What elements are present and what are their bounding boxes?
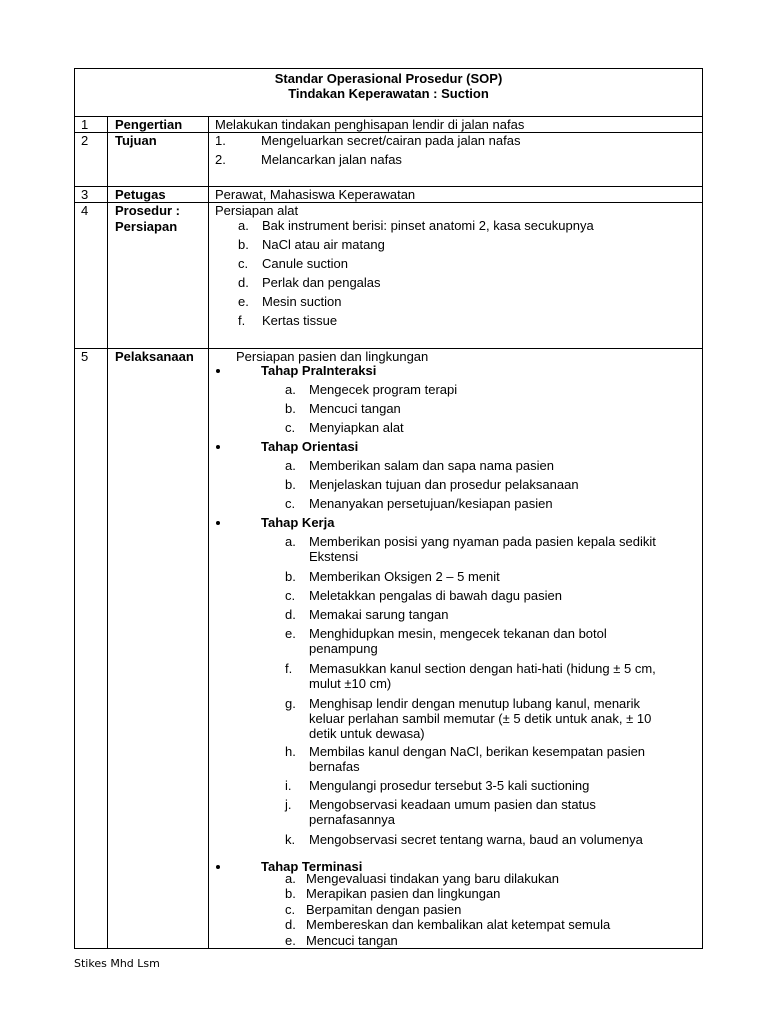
list-item: Canule suction [262, 256, 348, 271]
row-label: Pelaksanaan [115, 349, 194, 364]
list-marker: d. [285, 607, 296, 622]
list-marker: g. [285, 696, 296, 711]
list-marker: b. [285, 569, 296, 584]
bullet-icon [216, 865, 220, 869]
list-item: Menghisap lendir dengan menutup lubang kanul, menarik [309, 696, 640, 711]
list-marker: a. [238, 218, 249, 233]
list-item: Membereskan dan kembalikan alat ketempat semula [306, 917, 611, 932]
list-item: mulut ±10 cm) [309, 676, 392, 691]
list-marker: f. [285, 661, 293, 676]
list-marker: i. [285, 778, 292, 793]
stage-heading: Tahap Kerja [261, 515, 335, 530]
list-item: Memasukkan kanul section dengan hati-hati (hidung ± 5 cm, [309, 661, 656, 676]
list-item: penampung [309, 641, 378, 656]
list-item: Memberikan salam dan sapa nama pasien [309, 458, 554, 473]
list-marker: e. [285, 626, 296, 641]
list-item: Mesin suction [262, 294, 342, 309]
row-content: Melakukan tindakan penghisapan lendir di jalan nafas [215, 117, 525, 132]
list-marker: d. [238, 275, 249, 290]
document-title: Standar Operasional Prosedur (SOP) [274, 71, 503, 86]
list-marker: a. [285, 382, 296, 397]
list-marker: e. [285, 933, 296, 948]
list-item: Melancarkan jalan nafas [261, 152, 402, 167]
list-item: pernafasannya [309, 812, 396, 827]
footer-text: Stikes Mhd Lsm [74, 957, 160, 970]
document-subtitle: Tindakan Keperawatan : Suction [288, 86, 489, 101]
list-marker: k. [285, 832, 296, 847]
section-heading: Persiapan alat [215, 203, 299, 218]
list-marker: f. [238, 313, 246, 328]
list-marker: a. [285, 534, 296, 549]
list-item: Mengecek program terapi [309, 382, 458, 397]
section-heading: Persiapan pasien dan lingkungan [236, 349, 429, 364]
list-item: Mengulangi prosedur tersebut 3-5 kali suctioning [309, 778, 590, 793]
list-marker: c. [285, 588, 296, 603]
stage-heading: Tahap Terminasi [261, 859, 363, 874]
list-marker: e. [238, 294, 249, 309]
list-item: Mengobservasi keadaan umum pasien dan status [309, 797, 596, 812]
row-content: Perawat, Mahasiswa Keperawatan [215, 187, 416, 202]
row-label: Tujuan [115, 133, 157, 148]
list-item: Meletakkan pengalas di bawah dagu pasien [309, 588, 562, 603]
row-label: Prosedur : [115, 203, 181, 218]
list-marker: a. [285, 458, 296, 473]
list-marker: b. [238, 237, 249, 252]
row-label: Persiapan [115, 219, 178, 234]
list-item: Bak instrument berisi: pinset anatomi 2, kasa secukupnya [262, 218, 594, 233]
list-item: Membilas kanul dengan NaCl, berikan kesempatan pasien [309, 744, 646, 759]
list-item: NaCl atau air matang [262, 237, 385, 252]
list-item: bernafas [309, 759, 360, 774]
list-item: Menanyakan persetujuan/kesiapan pasien [309, 496, 553, 511]
row-label: Petugas [115, 187, 166, 202]
stage-heading: Tahap PraInteraksi [261, 363, 377, 378]
list-item: Mengobservasi secret tentang warna, baud an volumenya [309, 832, 643, 847]
list-item: Memberikan posisi yang nyaman pada pasien kepala sedikit [309, 534, 656, 549]
row-number: 4 [81, 203, 89, 218]
list-marker: 1. [215, 133, 226, 148]
list-item: Mencuci tangan [309, 401, 401, 416]
stage-heading: Tahap Orientasi [261, 439, 359, 454]
list-marker: d. [285, 917, 296, 932]
list-marker: c. [238, 256, 249, 271]
row-number: 3 [81, 187, 89, 202]
column-divider [208, 116, 209, 948]
list-marker: b. [285, 401, 296, 416]
bullet-icon [216, 369, 220, 373]
row-number: 1 [81, 117, 89, 132]
sop-table [74, 68, 703, 949]
row-number: 2 [81, 133, 89, 148]
list-item: Menghidupkan mesin, mengecek tekanan dan botol [309, 626, 607, 641]
list-marker: c. [285, 496, 296, 511]
list-item: Mengevaluasi tindakan yang baru dilakukan [306, 871, 559, 886]
list-item: Ekstensi [309, 549, 359, 564]
list-item: Mencuci tangan [306, 933, 398, 948]
list-marker: j. [285, 797, 292, 812]
bullet-icon [216, 521, 220, 525]
list-item: Perlak dan pengalas [262, 275, 381, 290]
list-marker: c. [285, 902, 296, 917]
list-item: Berpamitan dengan pasien [306, 902, 462, 917]
list-item: Mengeluarkan secret/cairan pada jalan nafas [261, 133, 521, 148]
list-marker: 2. [215, 152, 226, 167]
column-divider [107, 116, 108, 948]
list-item: keluar perlahan sambil memutar (± 5 detik untuk anak, ± 10 [309, 711, 652, 726]
list-item: Memberikan Oksigen 2 – 5 menit [309, 569, 500, 584]
list-item: Kertas tissue [262, 313, 338, 328]
list-marker: c. [285, 420, 296, 435]
list-item: detik untuk dewasa) [309, 726, 425, 741]
list-marker: b. [285, 886, 296, 901]
list-item: Menjelaskan tujuan dan prosedur pelaksanaan [309, 477, 579, 492]
list-marker: h. [285, 744, 296, 759]
row-label: Pengertian [115, 117, 183, 132]
list-item: Menyiapkan alat [309, 420, 404, 435]
bullet-icon [216, 445, 220, 449]
list-item: Memakai sarung tangan [309, 607, 449, 622]
list-item: Merapikan pasien dan lingkungan [306, 886, 501, 901]
row-number: 5 [81, 349, 89, 364]
list-marker: b. [285, 477, 296, 492]
list-marker: a. [285, 871, 296, 886]
